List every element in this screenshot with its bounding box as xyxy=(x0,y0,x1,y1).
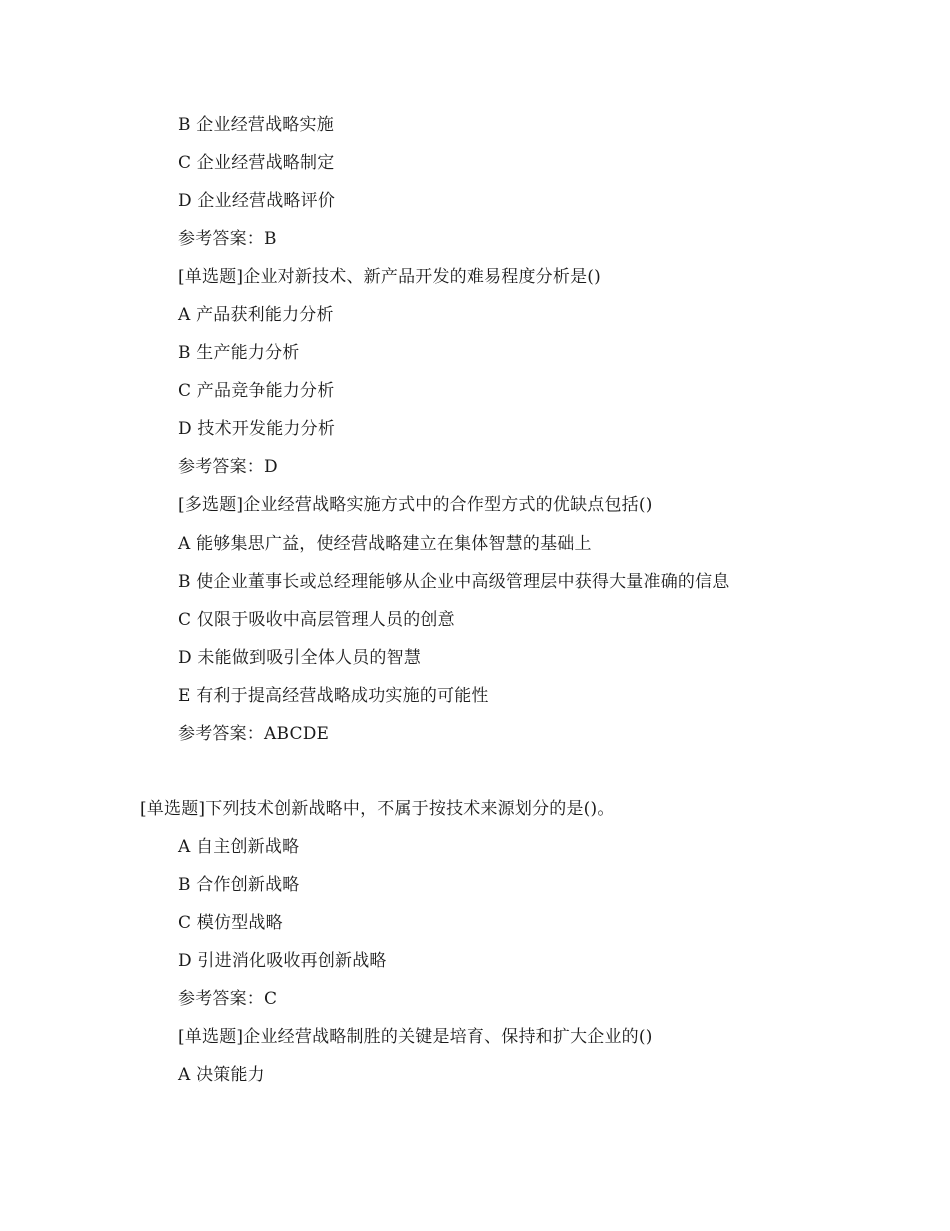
question-line: [多选题]企业经营战略实施方式中的合作型方式的优缺点包括() xyxy=(178,495,653,515)
answer-line: 参考答案：C xyxy=(178,989,278,1009)
option-line: B 合作创新战略 xyxy=(178,875,300,895)
option-line: D 未能做到吸引全体人员的智慧 xyxy=(178,648,422,668)
option-line: D 引进消化吸收再创新战略 xyxy=(178,951,387,971)
option-line: D 企业经营战略评价 xyxy=(178,191,336,211)
question-line: [单选题]企业对新技术、新产品开发的难易程度分析是() xyxy=(178,267,601,287)
answer-line: 参考答案：B xyxy=(178,229,277,249)
answer-line: 参考答案：ABCDE xyxy=(178,724,330,744)
option-line: C 企业经营战略制定 xyxy=(178,153,335,173)
option-line: E 有利于提高经营战略成功实施的可能性 xyxy=(178,686,489,706)
question-line: [单选题]企业经营战略制胜的关键是培育、保持和扩大企业的() xyxy=(178,1027,653,1047)
question-line: [单选题]下列技术创新战略中，不属于按技术来源划分的是()。 xyxy=(140,799,615,819)
option-line: B 使企业董事长或总经理能够从企业中高级管理层中获得大量准确的信息 xyxy=(178,572,730,592)
option-line: B 企业经营战略实施 xyxy=(178,115,334,135)
option-line: B 生产能力分析 xyxy=(178,343,300,363)
option-line: A 自主创新战略 xyxy=(178,837,300,857)
option-line: C 模仿型战略 xyxy=(178,913,283,933)
option-line: A 决策能力 xyxy=(178,1065,265,1085)
option-line: D 技术开发能力分析 xyxy=(178,419,336,439)
option-line: A 产品获利能力分析 xyxy=(178,305,334,325)
option-line: C 仅限于吸收中高层管理人员的创意 xyxy=(178,610,455,630)
option-line: C 产品竞争能力分析 xyxy=(178,381,335,401)
answer-line: 参考答案：D xyxy=(178,457,278,477)
option-line: A 能够集思广益，使经营战略建立在集体智慧的基础上 xyxy=(178,534,592,554)
